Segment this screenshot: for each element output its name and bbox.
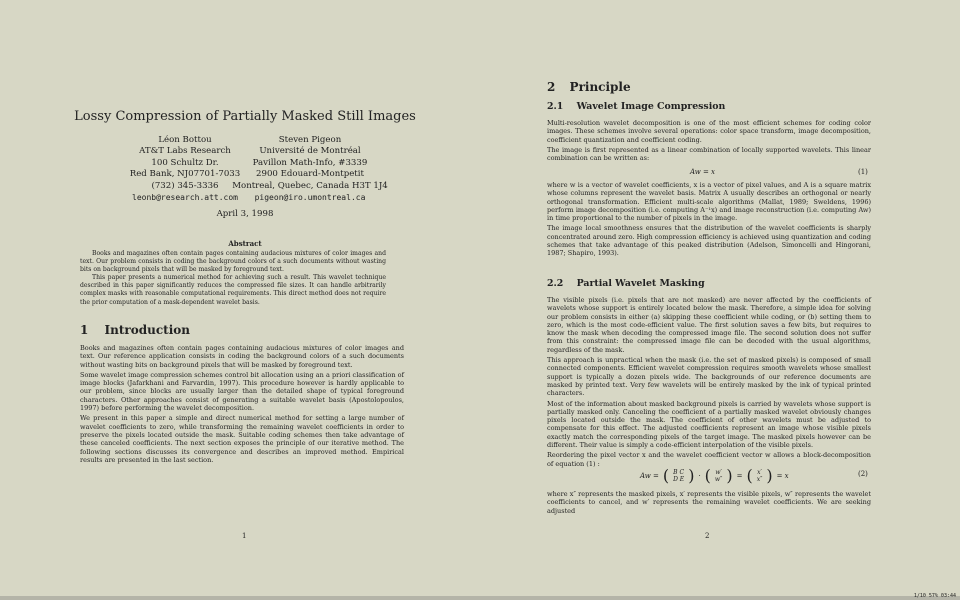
introduction-body [80, 344, 404, 466]
paren-close-icon: ) [726, 466, 733, 485]
wavelet-body-b [547, 181, 871, 260]
paragraph: The visible pixels (i.e. pixels that are not masked) are never affected by the coefficients of wavelets whose support is entirely located below the mask. Therefore, a simple idea for solving our problem consists in either (a) skipping these coefficient while coding, or (b) setting them to zero, which is the most code-efficient value. The first solution saves a few bits, but requires to know the mask when decoding the compressed image file. The second solution does not suffer from this constraint: the compressed image file can be decoded with the usual algorithms, regardless of the mask. [547, 296, 871, 354]
paren-close-icon: ) [766, 466, 773, 485]
equation-2-rhs: = x [776, 471, 789, 480]
dot-operator-icon: · [698, 471, 701, 480]
author-pigeon [230, 135, 390, 203]
masking-body [547, 296, 871, 470]
subsection-title: Partial Wavelet Masking [576, 278, 705, 289]
abstract-heading: Abstract [228, 239, 262, 248]
equation-2-lhs: Aw = [640, 471, 659, 480]
paper-date: April 3, 1998 [216, 209, 274, 219]
author-city: 2900 Edouard-Montpetit [256, 169, 364, 180]
paren-open-icon: ( [704, 466, 711, 485]
wavelet-body-a [547, 119, 871, 164]
author-email: leonb@research.att.com [132, 193, 238, 203]
paragraph: Some wavelet image compression schemes control bit allocation using an a priori classification of image blocks (Jafarkhani and Farvardin, 1997). This procedure however is hardly applicable to our problem, since blocks are usually larger than the detailed shape of typical foreground characters. Other approaches consist of generating a suitable wavelet basis (Apostolopoulos, 1997) before performing the wavelet decomposition. [80, 370, 404, 413]
masking-tail [547, 490, 871, 517]
vector-entry: w′ [715, 468, 722, 476]
author-name: Léon Bottou [158, 135, 212, 145]
vector-entry: x″ [756, 475, 763, 483]
matrix-row: B C [673, 468, 685, 476]
author-street: 100 Schultz Dr. [151, 157, 219, 168]
paragraph: Multi-resolution wavelet decomposition is one of the most efficient schemes for coding color images. These schemes involve several operations: color space transform, image decomposition, coefficient quantization and coefficient coding. [547, 119, 871, 144]
paragraph: We present in this paper a simple and direct numerical method for setting a large number of wavelet coefficients to zero, while transforming the remaining wavelet coefficients in order to preserve the pixels located outside the mask. Suitable coding schemes then take advantage of these canceled coefficients. The next section exposes the principle of our iterative method. The following sections discusses its convergence and describes an improved method. Empirical results are presented in the last section. [80, 414, 404, 464]
page-number: 2 [705, 532, 710, 540]
section-title: Principle [569, 80, 631, 94]
section-heading-principle [547, 80, 631, 94]
paren-open-icon: ( [662, 466, 670, 485]
block-matrix [673, 469, 684, 483]
paper-title: Lossy Compression of Partially Masked Still Images [74, 109, 416, 124]
equation-1: Aw = x [690, 168, 715, 176]
paragraph: The image local smoothness ensures that the distribution of the wavelet coefficients is sharply concentrated around zero. High compression efficiency is achieved using quantization and coding schemes that take advantage of this peaked distribution (Adelson, Simoncelli and Hingorani, 1987; Shapiro, 1993). [547, 224, 871, 258]
status-bar [0, 596, 960, 600]
pixel-vector [757, 469, 763, 483]
subsection-number: 2.1 [547, 101, 564, 112]
abstract-text [80, 250, 386, 307]
matrix-row: D E [673, 475, 685, 483]
subsection-number: 2.2 [547, 278, 564, 289]
vector-entry: x′ [757, 468, 762, 476]
author-street: Pavillon Math-Info, #3339 [252, 157, 368, 168]
author-city: Red Bank, NJ07701-7033 [129, 169, 241, 180]
author-email: pigeon@iro.umontreal.ca [254, 193, 366, 203]
section-heading-introduction [80, 323, 190, 337]
section-title: Introduction [104, 323, 191, 337]
paragraph: The image is first represented as a linear combination of locally supported wavelets. This linear combination can be written as: [547, 145, 871, 163]
paragraph: Reordering the pixel vector x and the wavelet coefficient vector w allows a block-decomposition of equation (1) : [547, 451, 871, 468]
equation-2-number: (2) [858, 470, 868, 478]
vector-entry: w″ [714, 475, 723, 483]
equation-1-number: (1) [858, 168, 868, 176]
status-readout: 1/10 57% 03:44 [913, 593, 956, 599]
subsection-heading-wavelet [547, 101, 725, 112]
abstract-paragraph: Books and magazines often contain pages containing audacious mixtures of color images and text. Our problem consists in coding the background colors of a such documents without wasting bits on background pixels that will be masked by foreground text. [80, 250, 386, 274]
paragraph: where w is a vector of wavelet coefficients, x is a vector of pixel values, and A is a square matrix whose columns represent the wavelet basis. Matrix A usually describes an orthogonal or nearly orthogonal transformation. Efficient multi-scale algorithms (Mallat, 1989; Sweldens, 1996) perform image decomposition (i.e. computing A⁻¹x) and image reconstruction (i.e. computing Aw) in time proportional to the number of pixels in the image. [547, 181, 871, 223]
section-number: 1 [80, 323, 89, 337]
paragraph: This approach is unpractical when the mask (i.e. the set of masked pixels) is composed of small connected components. Efficient wavelet compression requires smooth wavelets whose smallest support is typically a dozen pixels wide. The backgrounds of our reference documents are masked by printed text. Very few wavelets will be entirely masked by the ink of typical printed characters. [547, 356, 871, 398]
subsection-heading-masking [547, 278, 705, 289]
abstract-paragraph: This paper presents a numerical method for achieving such a result. This wavelet technique described in this paper significantly reduces the compressed file sizes. It can handle arbitrarily complex masks with reasonable computational requirements. This direct method does not require the prior computation of a mask-dependent wavelet basis. [80, 274, 386, 306]
author-phone: (732) 345-3336 [151, 180, 219, 191]
paren-close-icon: ) [688, 466, 695, 485]
paragraph: where x″ represents the masked pixels, x′ represents the visible pixels, w″ represents the wavelet coefficients to cancel, and w′ represents the remaining wavelet coefficients. We are seeking adjusted [547, 490, 871, 515]
subsection-title: Wavelet Image Compression [576, 101, 726, 112]
author-affiliation: AT&T Labs Research [139, 146, 231, 157]
paren-open-icon: ( [746, 466, 753, 485]
paragraph: Books and magazines often contain pages containing audacious mixtures of color images and text. Our reference application consists in coding the background colors of a such documents without wasting bits on background pixels that will be masked by foreground text. [80, 344, 404, 369]
coefficient-vector [715, 469, 722, 483]
section-number: 2 [547, 80, 556, 94]
page-number: 1 [242, 532, 247, 540]
author-country: Montreal, Quebec, Canada H3T 1J4 [232, 180, 388, 191]
equation-2 [640, 466, 789, 485]
author-name: Steven Pigeon [278, 135, 342, 145]
author-affiliation: Université de Montréal [259, 146, 361, 157]
paragraph: Most of the information about masked background pixels is carried by wavelets whose support is partially masked only. Canceling the coefficient of a partially masked wavelet obviously changes pixels located outside the mask. The coefficient of other wavelets must be adjusted to compensate for this effect. The adjusted coefficients represent an image whose visible pixels exactly match the corresponding pixels of the target image. The masked pixels however can be different. Their value is simply a code-efficient interpolation of the visible pixels. [547, 399, 871, 450]
equals-icon: = [736, 471, 743, 480]
page-two [490, 0, 960, 596]
